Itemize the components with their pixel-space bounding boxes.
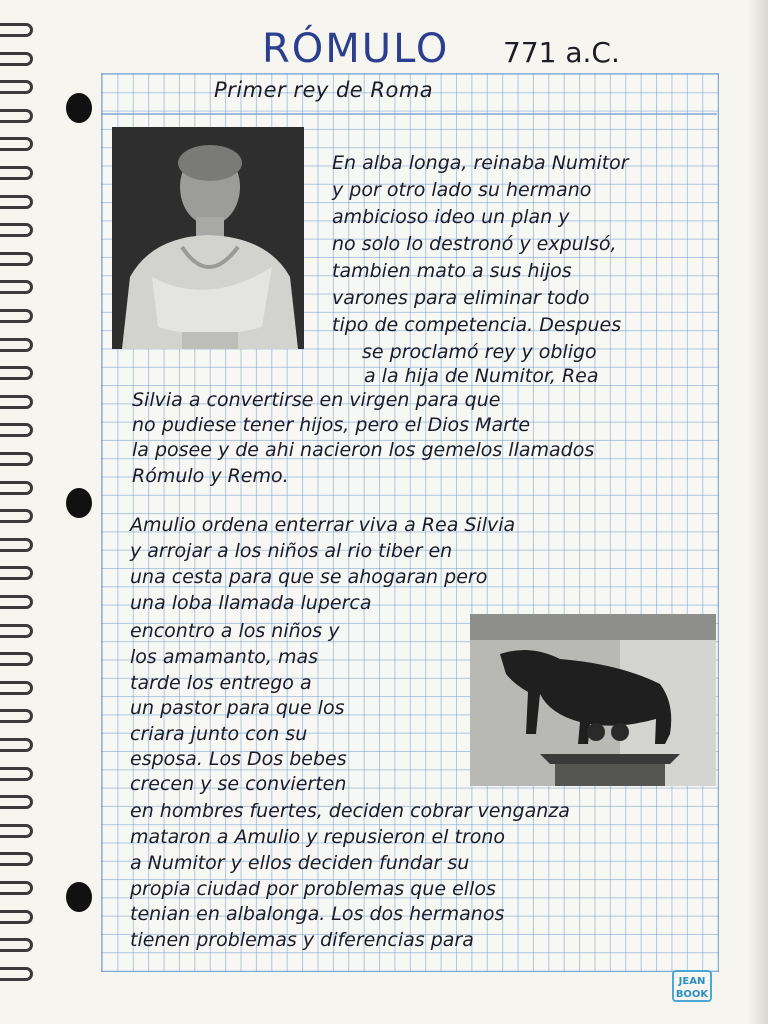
text-line: criara junto con su — [130, 723, 308, 745]
spiral-ring — [0, 764, 34, 778]
spiral-ring — [0, 478, 34, 492]
spiral-wire — [0, 309, 33, 323]
spiral-wire — [0, 423, 33, 437]
bust-illustration — [112, 127, 304, 349]
spiral-ring — [0, 134, 34, 148]
spiral-wire — [0, 366, 33, 380]
spiral-ring — [0, 907, 34, 921]
spiral-ring — [0, 163, 34, 177]
text-line: crecen y se convierten — [130, 773, 347, 795]
spiral-ring — [0, 363, 34, 377]
text-line: ambicioso ideo un plan y — [332, 206, 570, 228]
text-line: tenian en albalonga. Los dos hermanos — [130, 903, 505, 925]
text-line: no solo lo destronó y expulsó, — [332, 233, 617, 255]
text-line: varones para eliminar todo — [332, 287, 590, 309]
spiral-wire — [0, 938, 33, 952]
brand-line: JEAN — [678, 976, 706, 987]
text-line: a Numitor y ellos deciden fundar su — [130, 852, 470, 874]
spiral-ring — [0, 449, 34, 463]
spiral-wire — [0, 681, 33, 695]
text-line: En alba longa, reinaba Numitor — [332, 152, 629, 174]
spiral-wire — [0, 624, 33, 638]
spiral-wire — [0, 23, 33, 37]
spiral-ring — [0, 535, 34, 549]
text-line: propia ciudad por problemas que ellos — [130, 878, 496, 900]
spiral-ring — [0, 649, 34, 663]
spiral-wire — [0, 481, 33, 495]
text-line: mataron a Amulio y repusieron el trono — [130, 826, 506, 848]
text-line: esposa. Los Dos bebes — [130, 748, 347, 770]
text-line: y por otro lado su hermano — [332, 179, 592, 201]
capitoline-wolf-photo — [470, 614, 716, 786]
spiral-ring — [0, 249, 34, 263]
text-line: en hombres fuertes, deciden cobrar venganza — [130, 800, 570, 822]
text-line: tarde los entrego a — [130, 672, 312, 694]
spiral-ring — [0, 592, 34, 606]
spiral-wire — [0, 195, 33, 209]
spiral-wire — [0, 80, 33, 94]
spiral-wire — [0, 824, 33, 838]
spiral-ring — [0, 420, 34, 434]
spiral-wire — [0, 652, 33, 666]
spiral-ring — [0, 20, 34, 34]
spiral-wire — [0, 767, 33, 781]
spiral-wire — [0, 166, 33, 180]
spiral-wire — [0, 595, 33, 609]
spiral-wire — [0, 738, 33, 752]
spiral-wire — [0, 509, 33, 523]
spiral-wire — [0, 566, 33, 580]
page-subtitle: Primer rey de Roma — [214, 78, 434, 102]
spiral-ring — [0, 192, 34, 206]
spiral-ring — [0, 935, 34, 949]
spiral-ring — [0, 792, 34, 806]
text-line: y arrojar a los niños al rio tiber en — [130, 540, 453, 562]
spiral-wire — [0, 223, 33, 237]
page-edge-shadow — [748, 0, 768, 1024]
spiral-ring — [0, 49, 34, 63]
text-line: a la hija de Numitor, Rea — [364, 365, 599, 387]
page-title: RÓMULO — [262, 26, 450, 72]
spiral-wire — [0, 538, 33, 552]
spiral-ring — [0, 821, 34, 835]
spiral-ring — [0, 621, 34, 635]
text-line: se proclamó rey y obligo — [362, 341, 597, 363]
spiral-wire — [0, 338, 33, 352]
spiral-ring — [0, 277, 34, 291]
spiral-ring — [0, 563, 34, 577]
spiral-ring — [0, 878, 34, 892]
wolf-illustration — [470, 614, 716, 786]
text-line: la posee y de ahi nacieron los gemelos llamados — [132, 439, 595, 461]
text-line: una loba llamada luperca — [130, 592, 372, 614]
text-line: no pudiese tener hijos, pero el Dios Marte — [132, 414, 531, 436]
punch-hole — [66, 93, 92, 123]
spiral-ring — [0, 849, 34, 863]
spiral-wire — [0, 910, 33, 924]
spiral-wire — [0, 109, 33, 123]
text-line: los amamanto, mas — [130, 646, 319, 668]
spiral-wire — [0, 395, 33, 409]
spiral-wire — [0, 452, 33, 466]
spiral-ring — [0, 306, 34, 320]
spiral-ring — [0, 506, 34, 520]
text-line: Rómulo y Remo. — [132, 465, 289, 487]
text-line: encontro a los niños y — [130, 620, 340, 642]
punch-hole — [66, 488, 92, 518]
brand-line: BOOK — [675, 989, 709, 1000]
spiral-ring — [0, 77, 34, 91]
brand-logo — [672, 970, 712, 1002]
spiral-ring — [0, 106, 34, 120]
spiral-ring — [0, 335, 34, 349]
spiral-wire — [0, 137, 33, 151]
text-line: tienen problemas y diferencias para — [130, 929, 474, 951]
text-line: Amulio ordena enterrar viva a Rea Silvia — [130, 514, 516, 536]
spiral-wire — [0, 795, 33, 809]
spiral-ring — [0, 220, 34, 234]
text-line: tambien mato a sus hijos — [332, 260, 572, 282]
spiral-wire — [0, 252, 33, 266]
spiral-binding — [0, 0, 40, 1024]
bust-photo — [112, 127, 304, 349]
spiral-wire — [0, 709, 33, 723]
spiral-ring — [0, 392, 34, 406]
date-label: 771 a.C. — [503, 36, 620, 69]
text-line: Silvia a convertirse en virgen para que — [132, 389, 501, 411]
punch-hole — [66, 882, 92, 912]
spiral-ring — [0, 964, 34, 978]
spiral-wire — [0, 280, 33, 294]
spiral-wire — [0, 881, 33, 895]
text-line: una cesta para que se ahogaran pero — [130, 566, 488, 588]
spiral-ring — [0, 678, 34, 692]
spiral-ring — [0, 706, 34, 720]
spiral-wire — [0, 967, 33, 981]
spiral-wire — [0, 852, 33, 866]
text-line: tipo de competencia. Despues — [332, 314, 622, 336]
spiral-wire — [0, 52, 33, 66]
spiral-ring — [0, 735, 34, 749]
text-line: un pastor para que los — [130, 697, 345, 719]
